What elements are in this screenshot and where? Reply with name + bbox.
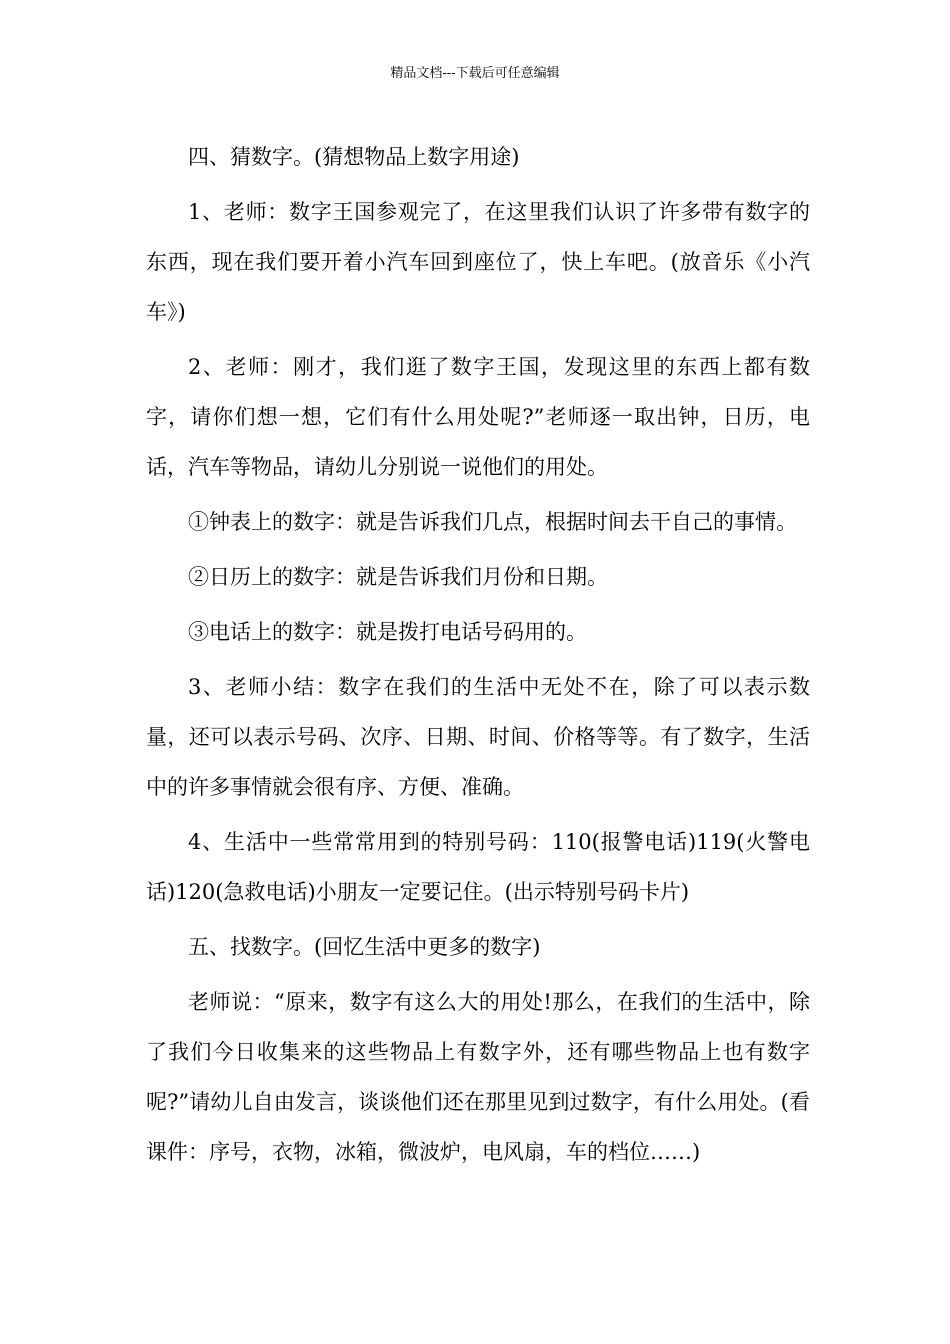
paragraph-teacher-intro: 1、老师：数字王国参观完了，在这里我们认识了许多带有数字的东西，现在我们要开着小汽车回到座位了，快上车吧。(放音乐《小汽车》) [146,200,810,324]
paragraph-teacher-says: 老师说：“原来，数字有这么大的用处!那么，在我们的生活中，除了我们今日收集来的这些物品上有数字外，还有哪些物品上也有数字呢?”请幼儿自由发言，谈谈他们还在那里见到过数字，有什么用处。(看课件：序号，衣物，冰箱，微波炉，电风扇，车的档位……) [146,990,810,1164]
paragraph-clock-numbers: ①钟表上的数字：就是告诉我们几点，根据时间去干自己的事情。 [188,510,797,534]
document-body [146,132,810,1182]
section-heading-find-numbers: 五、找数字。(回忆生活中更多的数字) [188,935,541,959]
paragraph-calendar-numbers: ②日历上的数字：就是告诉我们月份和日期。 [188,565,608,589]
page-header: 精品文档---下载后可任意编辑 [390,66,560,81]
paragraph-special-numbers: 4、生活中一些常常用到的特别号码：110(报警电话)119(火警电话)120(急救电话)小朋友一定要记住。(出示特别号码卡片) [146,830,810,904]
paragraph-teacher-question: 2、老师：刚才，我们逛了数字王国，发现这里的东西上都有数字，请你们想一想，它们有什么用处呢?”老师逐一取出钟，日历，电话，汽车等物品，请幼儿分别说一说他们的用处。 [146,355,810,479]
section-heading-guess-numbers: 四、猜数字。(猜想物品上数字用途) [188,145,520,169]
paragraph-phone-numbers: ③电话上的数字：就是拨打电话号码用的。 [188,620,587,644]
paragraph-teacher-summary: 3、老师小结：数字在我们的生活中无处不在，除了可以表示数量，还可以表示号码、次序、日期、时间、价格等等。有了数字，生活中的许多事情就会很有序、方便、准确。 [146,675,810,799]
